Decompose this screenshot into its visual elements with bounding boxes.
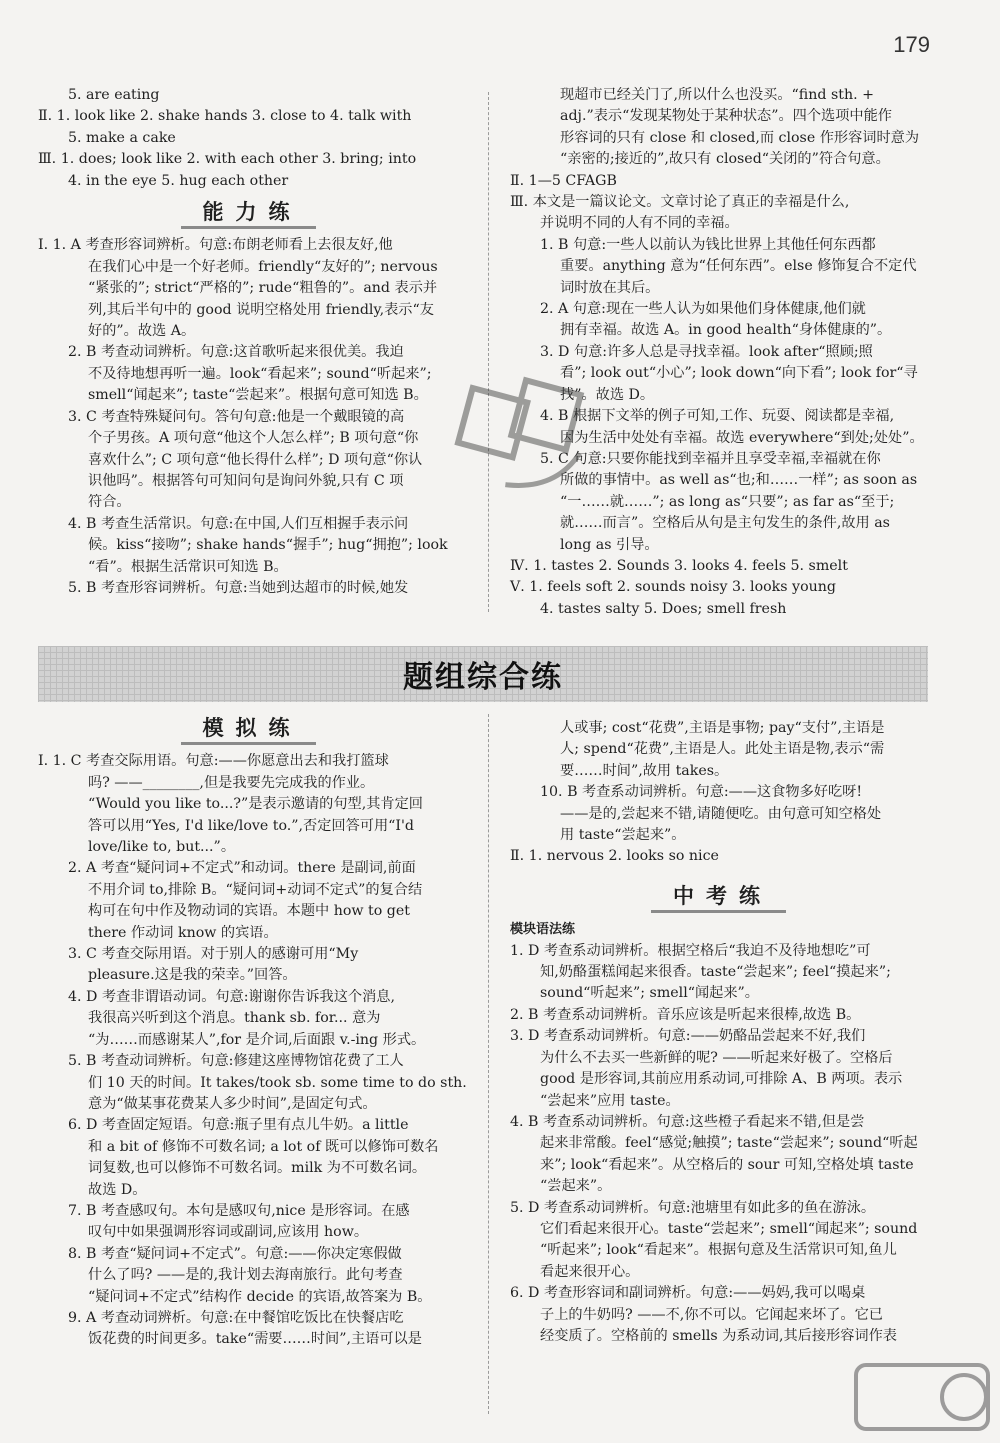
text-line: Ⅰ. 1. A 考查形容词辨析。句意:布朗老师看上去很友好,他 (38, 237, 393, 254)
text-line: 就……而言”。空格后从句是主句发生的条件,故用 as (560, 515, 890, 532)
text-line: love/like to, but...”。 (88, 839, 236, 856)
mock-right-lines (510, 718, 935, 868)
text-line: 3. D 句意:许多人总是寻找幸福。look after“照顾;照 (540, 343, 873, 360)
text-line: “一……就……”; as long as“只要”; as far as“至于; (560, 493, 895, 510)
text-line: 5. B 考查动词辨析。句意:修建这座博物馆花费了工人 (68, 1053, 404, 1070)
text-line: 词时放在其后。 (560, 279, 660, 296)
text-line: sound“听起来”; smell“闻起来”。 (540, 985, 759, 1002)
exam-section-title: 中考练 (669, 886, 776, 907)
text-line: 人; spend“花费”,主语是人。此处主语是物,表示“需 (560, 741, 885, 758)
text-line: Ⅱ. 1—5 CFAGB (510, 172, 617, 189)
text-line: “尝起来”应用 taste。 (540, 1092, 680, 1109)
ability-section-title: 能力练 (199, 202, 306, 223)
text-line: 2. A 考查“疑问词+不定式”和动词。there 是副词,前面 (68, 860, 416, 877)
text-line: 2. B 考查系动词辨析。音乐应该是听起来很棒,故选 B。 (510, 1006, 861, 1023)
text-line: 3. C 考查特殊疑问句。答句句意:他是一个戴眼镜的高 (68, 408, 405, 425)
text-line: 5. make a cake (68, 129, 176, 146)
lower-left-column (38, 718, 466, 1351)
text-line: 在我们心中是一个好老师。friendly“友好的”; nervous (88, 258, 438, 275)
text-line: 4. B 考查系动词辨析。句意:这些橙子看起来不错,但是尝 (510, 1113, 865, 1130)
text-line: 知,奶酪蛋糕闻起来很香。taste“尝起来”; feel“摸起来”; (540, 964, 891, 981)
text-line: 4. D 考查非谓语动词。句意:谢谢你告诉我这个消息, (68, 988, 395, 1005)
text-line: Ⅱ. 1. nervous 2. looks so nice (510, 848, 719, 865)
band-title: 题组综合练 (403, 660, 563, 695)
text-line: 候。kiss“接吻”; shake hands“握手”; hug“拥抱”; look (88, 537, 448, 554)
text-line: 5. are eating (68, 87, 160, 103)
text-line: 现超市已经关门了,所以什么也没买。“find sth. + (560, 87, 874, 103)
upper-right-column (510, 85, 935, 620)
text-line: 10. B 考查系动词辨析。句意:——这食物多好吃呀! (540, 784, 863, 801)
text-line: 和 a bit of 修饰不可数名词; a lot of 既可以修饰可数名 (88, 1138, 439, 1155)
text-line: 4. B 根据下文举的例子可知,工作、玩耍、阅读都是幸福, (540, 408, 895, 425)
mock-left-lines (38, 751, 466, 1350)
text-line: 3. D 考查系动词辨析。句意:——奶酪品尝起来不好,我们 (510, 1028, 866, 1045)
text-line: 饭花费的时间更多。take“需要……时间”,主语可以是 (88, 1331, 422, 1348)
text-line: Ⅳ. 1. tastes 2. Sounds 3. looks 4. feels 5. smelt (510, 557, 848, 574)
text-line: 人或事; cost“花费”,主语是事物; pay“支付”,主语是 (560, 720, 885, 736)
text-line: “Would you like to...?”是表示邀请的句型,其肯定回 (88, 796, 423, 813)
text-line: 4. in the eye 5. hug each other (68, 172, 289, 189)
text-line: 拥有幸福。故选 A。in good health“身体健康的”。 (560, 322, 892, 339)
text-line: 2. A 句意:现在一些人认为如果他们身体健康,他们就 (540, 301, 866, 318)
text-line: 列,其后半句中的 good 说明空格处用 friendly,表示“友 (88, 301, 434, 318)
top-left-lines (38, 85, 466, 192)
text-line: 因为生活中处处有幸福。故选 everywhere“到处;处处”。 (560, 429, 924, 446)
text-line: 4. tastes salty 5. Does; smell fresh (540, 600, 787, 617)
exam-subheading: 模块语法练 (510, 922, 576, 938)
text-line: 5. D 考查系动词辨析。句意:池塘里有如此多的鱼在游泳。 (510, 1199, 876, 1216)
text-line: 不及待地想再听一遍。look“看起来”; sound“听起来”; (88, 365, 432, 382)
text-line: “亲密的;接近的”,故只有 closed“关闭的”符合句意。 (560, 151, 890, 168)
text-line: 构可在句中作及物动词的宾语。本题中 how to get (88, 903, 410, 920)
text-line: 我很高兴听到这个消息。thank sb. for... 意为 (88, 1010, 381, 1027)
text-line: “为……而感谢某人”,for 是介词,后面跟 v.-ing 形式。 (88, 1031, 426, 1048)
text-line: 不用介词 to,排除 B。“疑问词+动词不定式”的复合结 (88, 881, 423, 898)
text-line: adj.”表示“发现某物处于某种状态”。四个选项中能作 (560, 108, 892, 125)
text-line: “紧张的”; strict“严格的”; rude“粗鲁的”。and 表示并 (88, 280, 438, 297)
text-line: 答可以用“Yes, I'd like/love to.”,否定回答可用“I'd (88, 817, 415, 834)
text-line: 要……时间”,故用 takes。 (560, 762, 729, 779)
ability-left-lines (38, 235, 466, 599)
text-line: 2. B 考查动词辨析。句意:这首歌听起来很优美。我迫 (68, 344, 404, 361)
text-line: 看起来很开心。 (540, 1263, 640, 1280)
lower-column-divider (488, 714, 489, 1414)
text-line: 所做的事情中。as well as“也;和……一样”; as soon as (560, 472, 918, 489)
text-line: 8. B 考查“疑问词+不定式”。句意:——你决定寒假做 (68, 1245, 402, 1262)
text-line: 个子男孩。A 项句意“他这个人怎么样”; B 项句意“你 (88, 430, 419, 447)
text-line: 好的”。故选 A。 (88, 323, 196, 340)
upper-left-column (38, 85, 466, 599)
text-line: 故选 D。 (88, 1181, 147, 1198)
lower-right-column (510, 718, 935, 1347)
ability-right-lines (510, 85, 935, 620)
text-line: 来”; look“看起来”。从空格后的 sour 可知,空格处填 taste (540, 1156, 914, 1173)
text-line: 喜欢什么”; C 项句意“他长得什么样”; D 项句意“你认 (88, 451, 423, 468)
text-line: 看”; look out“小心”; look down“向下看”; look for“寻 (560, 365, 918, 382)
text-line: 它们看起来很开心。taste“尝起来”; smell“闻起来”; sound (540, 1220, 918, 1237)
text-line: Ⅲ. 本文是一篇议论文。文章讨论了真正的幸福是什么, (510, 194, 850, 211)
text-line: good 是形容词,其前应用系动词,可排除 A、B 两项。表示 (540, 1071, 903, 1088)
text-line: 词复数,也可以修饰不可数名词。milk 为不可数名词。 (88, 1160, 427, 1177)
text-line: 叹句中如果强调形容词或副词,应该用 how。 (88, 1224, 369, 1241)
exam-section-heading (510, 883, 935, 908)
text-line: 用 taste“尝起来”。 (560, 827, 686, 844)
text-line: 6. D 考查固定短语。句意:瓶子里有点儿牛奶。a little (68, 1117, 409, 1134)
text-line: 4. B 考查生活常识。句意:在中国,人们互相握手表示问 (68, 515, 409, 532)
text-line: 5. C 句意:只要你能找到幸福并且享受幸福,幸福就在你 (540, 450, 881, 467)
text-line: 们 10 天的时间。It takes/took sb. some time to do sth. (88, 1074, 467, 1091)
text-line: Ⅱ. 1. look like 2. shake hands 3. close to 4. talk with (38, 108, 412, 125)
text-line: 经变质了。空格前的 smells 为系动词,其后接形容词作表 (540, 1327, 897, 1344)
text-line: 形容词的只有 close 和 closed,而 close 作形容词时意为 (560, 129, 920, 146)
text-line: “听起来”; look“看起来”。根据句意及生活常识可知,鱼儿 (540, 1242, 897, 1259)
text-line: Ⅲ. 1. does; look like 2. with each other 3. bring; into (38, 151, 417, 168)
text-line: 6. D 考查形容词和副词辨析。句意:——妈妈,我可以喝桌 (510, 1285, 866, 1302)
exam-right-lines (510, 941, 935, 1348)
text-line: 吗? ——________,但是我要先完成我的作业。 (88, 774, 375, 791)
text-line: 意为“做某事花费某人多少时间”,是固定句式。 (88, 1095, 377, 1112)
text-line: 并说明不同的人有不同的幸福。 (540, 215, 739, 232)
text-line: long as 引导。 (560, 536, 659, 553)
text-line: smell“闻起来”; taste“尝起来”。根据句意可知选 B。 (88, 387, 428, 404)
mock-section-title: 模拟练 (199, 718, 306, 739)
text-line: 3. C 考查交际用语。对于别人的感谢可用“My (68, 946, 359, 963)
text-line: 7. B 考查感叹句。本句是感叹句,nice 是形容词。在感 (68, 1202, 410, 1219)
text-line: 什么了吗? ——是的,我计划去海南旅行。此句考查 (88, 1267, 403, 1284)
text-line: 1. D 考查系动词辨析。根据空格后“我迫不及待地想吃”可 (510, 942, 871, 959)
text-line: Ⅴ. 1. feels soft 2. sounds noisy 3. looks young (510, 579, 836, 596)
text-line: “疑问词+不定式”结构作 decide 的宾语,故答案为 B。 (88, 1288, 432, 1305)
text-line: 9. A 考查动词辨析。句意:在中餐馆吃饭比在快餐店吃 (68, 1309, 404, 1326)
mock-section-heading (38, 718, 466, 739)
text-line: 起来非常酸。feel“感觉;触摸”; taste“尝起来”; sound“听起 (540, 1135, 918, 1152)
page-number: 179 (893, 32, 930, 57)
ability-section-heading (38, 202, 466, 223)
text-line: 子上的牛奶吗? ——不,你不可以。它闻起来坏了。它已 (540, 1306, 883, 1323)
text-line: “看”。根据生活常识可知选 B。 (88, 558, 288, 575)
text-line: 5. B 考查形容词辨析。句意:当她到达超市的时候,她发 (68, 579, 409, 596)
text-line: 符合。 (88, 494, 131, 511)
text-line: Ⅰ. 1. C 考查交际用语。句意:——你愿意出去和我打篮球 (38, 753, 389, 770)
text-line: there 作动词 know 的宾语。 (88, 924, 278, 941)
text-line: pleasure.这是我的荣幸。”回答。 (88, 967, 297, 984)
text-line: “尝起来”。 (540, 1178, 612, 1195)
text-line: 重要。anything 意为“任何东西”。else 修饰复合不定代 (560, 258, 917, 275)
text-line: ——是的,尝起来不错,请随便吃。由句意可知空格处 (560, 805, 882, 822)
section-band (38, 646, 928, 702)
corner-stamp-logo (852, 1357, 992, 1437)
text-line: 1. B 句意:一些人以前认为钱比世界上其他任何东西都 (540, 236, 876, 253)
text-line: 识他吗”。根据答句可知问句是询问外貌,只有 C 项 (88, 472, 404, 489)
upper-column-divider (488, 92, 489, 612)
text-line: 找”。故选 D。 (560, 386, 655, 403)
text-line: 为什么不去买一些新鲜的呢? ——听起来好极了。空格后 (540, 1049, 893, 1066)
